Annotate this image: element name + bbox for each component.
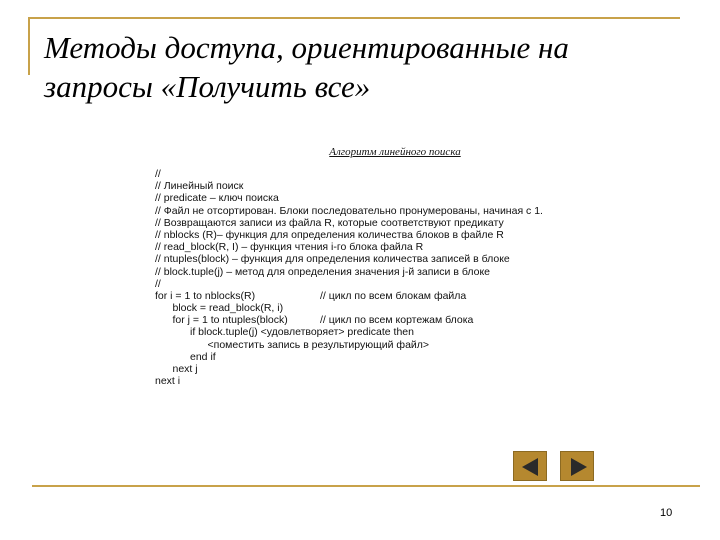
code-text: // Линейный поиск xyxy=(155,180,244,193)
code-line xyxy=(155,290,595,302)
code-text: end if xyxy=(155,350,216,363)
triangle-left-icon xyxy=(522,458,538,476)
code-text: for i = 1 to nblocks(R) xyxy=(155,289,256,302)
code-text: // read_block(R, I) – функция чтения i-го блока файла R xyxy=(155,241,424,254)
triangle-right-icon xyxy=(571,458,587,476)
slide-title-line-2: запросы «Получить все» xyxy=(44,69,371,104)
code-text: // Файл не отсортирован. Блоки последовательно пронумерованы, начиная с 1. xyxy=(155,204,543,217)
code-text: // ntuples(block) – функция для определения количества записей в блоке xyxy=(155,253,510,266)
code-listing xyxy=(155,146,595,387)
code-line xyxy=(155,326,595,338)
code-text: next i xyxy=(155,375,181,388)
previous-slide-button[interactable] xyxy=(513,451,547,481)
code-caption: Алгоритм линейного поиска xyxy=(329,146,461,158)
code-text: if block.tuple(j) <удовлетворяет> predicate then xyxy=(155,326,414,339)
code-text: for j = 1 to ntuples(block) xyxy=(155,314,288,327)
code-text: // nblocks (R)– функция для определения количества блоков в файле R xyxy=(155,228,504,241)
code-line xyxy=(155,168,595,180)
code-line xyxy=(155,205,595,217)
code-line xyxy=(155,180,595,192)
code-line xyxy=(155,363,595,375)
slide-title xyxy=(44,28,714,106)
footer-line xyxy=(32,485,700,487)
code-line xyxy=(155,375,595,387)
code-line xyxy=(155,217,595,229)
page-number: 10 xyxy=(660,507,673,519)
code-inline-comment: // цикл по всем блокам файла xyxy=(320,289,467,302)
code-line xyxy=(155,339,595,351)
slide-title-line-1: Методы доступа, ориентированные на xyxy=(44,30,569,65)
code-text: // predicate – ключ поиска xyxy=(155,192,279,205)
code-text: // xyxy=(155,168,161,180)
code-line xyxy=(155,351,595,363)
code-text: block = read_block(R, i) xyxy=(155,302,284,315)
code-line xyxy=(155,266,595,278)
code-text: // block.tuple(j) – метод для определения значения j-й записи в блоке xyxy=(155,265,491,278)
code-text: next j xyxy=(155,363,198,375)
code-text: <поместить запись в результирующий файл> xyxy=(155,338,430,351)
next-slide-button[interactable] xyxy=(560,451,594,481)
code-inline-comment: // цикл по всем кортежам блока xyxy=(320,314,474,327)
code-line xyxy=(155,253,595,265)
code-text: // Возвращаются записи из файла R, которые соответствуют предикату xyxy=(155,216,504,229)
code-line xyxy=(155,192,595,204)
code-lines xyxy=(155,168,595,387)
code-line xyxy=(155,229,595,241)
frame-top-line xyxy=(28,17,680,19)
code-line xyxy=(155,302,595,314)
code-line xyxy=(155,278,595,290)
code-text: // xyxy=(155,277,161,290)
code-line xyxy=(155,314,595,326)
code-line xyxy=(155,241,595,253)
frame-vertical-line xyxy=(28,17,30,75)
